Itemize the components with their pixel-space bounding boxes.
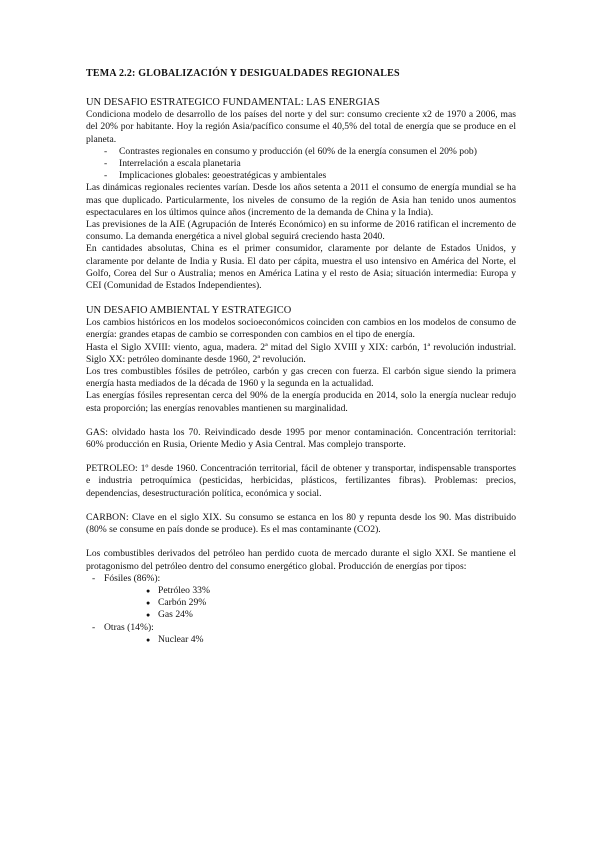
paragraph-petroleo: PETROLEO: 1º desde 1960. Concentración territorial, fácil de obtener y transportar, indispensable transportes e industria petroquímica (pesticidas, herbicidas, plásticos, fertilizantes fibras). Problemas: precios, dependencias, desestructuración política, económica y social. [86,463,516,499]
paragraph: Las dinámicas regionales recientes varían. Desde los años setenta a 2011 el consumo de energía mundial se ha mas que duplicado. Particularmente, los niveles de consumo de la región de Asia han tenido unos aumentos espectaculares en los últimos quince años (incremento de la demanda de China y la India). [86,182,516,218]
paragraph: En cantidades absolutas, China es el primer consumidor, claramente por delante de Estados Unidos, y claramente por delante de India y Rusia. El dato per cápita, muestra el uso intensivo en América del Norte, el Golfo, Corea del Sur o Australia; menos en América Latina y el resto de Asia; situación intermedia: Europa y CEI (Comunidad de Estados Independientes). [86,243,516,292]
paragraph: Hasta el Siglo XVIII: viento, agua, madera. 2ª mitad del Siglo XVIII y XIX: carbón, 1ª revolución industrial. Siglo XX: petróleo dominante desde 1960, 2ª revolución. [86,341,516,365]
document-title: TEMA 2.2: GLOBALIZACIÓN Y DESIGUALDADES REGIONALES [86,68,400,79]
list-item-label: Otras (14%): [104,621,154,633]
paragraph: Los combustibles derivados del petróleo han perdido cuota de mercado durante el siglo XXI. Se mantiene el protagonismo del petróleo dentro del consumo energético global. Producción de energías por tipos: [86,548,516,572]
bullet-list [86,146,516,183]
paragraph: Condiciona modelo de desarrollo de los países del norte y del sur: consumo creciente x2 de 1970 a 2006, mas del 20% por habitante. Hoy la región Asia/pacífico consume el 40,5% del total de energía que se produce en el planeta. [86,109,516,145]
sub-bullet-list [104,585,516,622]
list-item: ● Gas 24% [140,609,516,621]
paragraph-gas: GAS: olvidado hasta los 70. Reivindicado desde 1995 por menor contaminación. Concentración territorial: 60% producción en Rusia, Oriente Medio y Asia Central. Mas complejo transporte. [86,426,516,451]
section-heading-ambiental: UN DESAFIO AMBIENTAL Y ESTRATEGICO [86,305,292,317]
paragraph: Las previsiones de la AIE (Agrupación de Interés Económico) en su informe de 2016 ratifican el incremento de consumo. La demanda energética a nivel global seguirá creciendo hasta 2040. [86,219,516,243]
list-item-otras [86,622,516,646]
list-item: ● Petróleo 33% [140,585,516,597]
sub-bullet-list [104,634,516,646]
energy-type-list [86,573,516,646]
section-heading-energias: UN DESAFIO ESTRATEGICO FUNDAMENTAL: LAS ENERGIAS [86,97,380,109]
paragraph: Las energías fósiles representan cerca del 90% de la energía producida en 2014, solo la energía nuclear redujo esta proporción; las energías renovables mantienen su marginalidad. [86,390,516,414]
paragraph: Los tres combustibles fósiles de petróleo, carbón y gas crecen con fuerza. El carbón sigue siendo la primera energía hasta mediados de la década de 1960 y la segunda en la actualidad. [86,366,516,390]
list-item-label: Fósiles (86%): [104,572,161,584]
document-page [86,68,516,646]
paragraph: Los cambios históricos en los modelos socioeconómicos coinciden con cambios en los modelos de consumo de energía: grandes etapas de cambio se corresponden con cambios en el tipo de energía. [86,317,516,341]
list-item: - Contrastes regionales en consumo y producción (el 60% de la energía consumen el 20% pob) [86,146,516,158]
paragraph-carbon: CARBON: Clave en el siglo XIX. Su consumo se estanca en los 80 y repunta desde los 90. Mas distribuido (80% se consume en país donde se produce). Es el mas contaminante (CO2). [86,511,516,536]
list-item: ● Carbón 29% [140,597,516,609]
list-item-fosiles [86,573,516,622]
list-item: - Implicaciones globales: geoestratégicas y ambientales [86,170,516,182]
list-item: ● Nuclear 4% [140,634,516,646]
list-item: - Interrelación a escala planetaria [86,158,516,170]
